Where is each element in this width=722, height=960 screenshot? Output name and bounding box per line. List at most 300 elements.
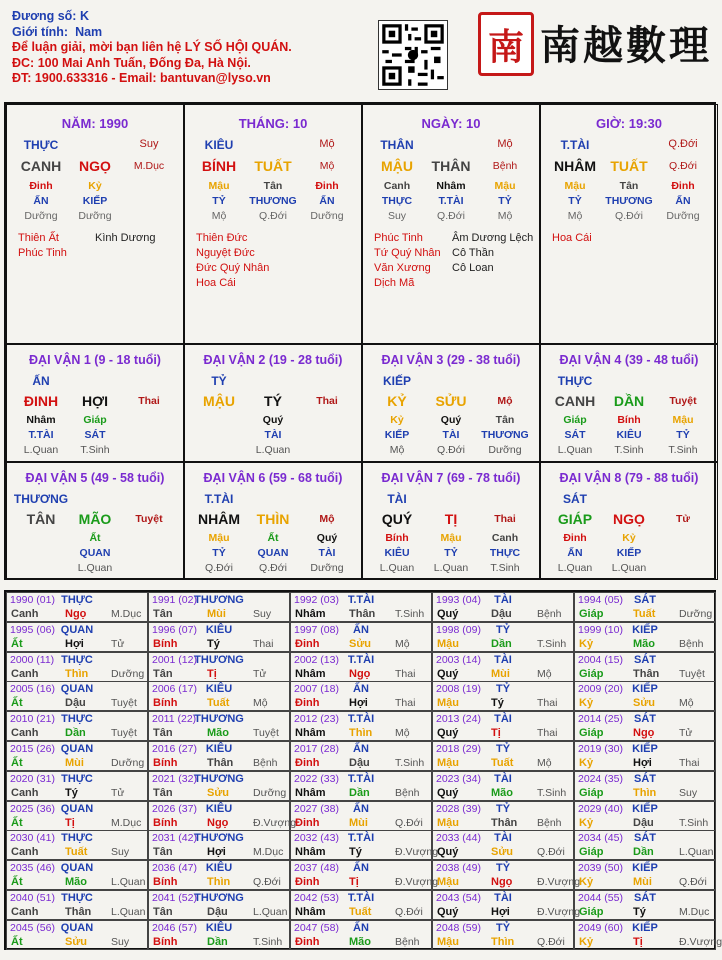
pillar-top-state: Suy [139,138,159,150]
year-state: Q.Đới [537,935,565,948]
year-state: L.Quan [679,846,714,859]
dai-van-branch: TỊ [444,511,458,527]
pillar-title: THÁNG: 10 [238,116,308,131]
hidden-stem: Kỷ [390,414,404,426]
year-branch: Thân [491,816,518,829]
pillar-title: NĂM: 1990 [61,116,129,131]
year-stem: Bính [153,697,178,710]
year-stem: Tân [153,846,173,859]
year-state: Bệnh [679,637,704,650]
year-cell [432,860,581,890]
pillar-stars-right [95,231,155,246]
dai-van-title: ĐẠI VẬN 7 (69 - 78 tuổi) [381,471,521,485]
dai-van-state: Tuyệt [135,513,163,525]
year-branch: Tý [349,846,362,859]
year-label: 2044 (55) [578,892,623,904]
star-item: Phúc Tinh [18,247,67,259]
hidden-state: T.Sinh [668,444,698,456]
star-item: Âm Dương Lệch [452,232,534,244]
year-cell [148,801,297,831]
hidden-stem: Nhâm [26,414,56,426]
year-branch: Thân [207,757,234,769]
year-branch: Mão [633,637,655,650]
year-stem: Ất [11,757,23,769]
year-state: Đ.Vượng [537,876,581,889]
year-branch: Hợi [65,637,84,650]
year-state: Thai [395,697,416,710]
year-branch: Ngọ [349,667,371,680]
year-state: L.Quan [253,906,288,918]
year-branch: Thìn [207,876,231,889]
dai-van-god: TÀI [387,492,407,506]
hidden-stem: Quý [316,532,338,544]
dai-van-title: ĐẠI VẬN 8 (79 - 88 tuổi) [559,471,699,485]
hidden-god: THƯƠNG [605,195,653,207]
year-state: M.Dục [111,608,142,620]
hidden-god: THƯƠNG [481,429,529,441]
year-state: Suy [111,935,130,948]
year-cell [290,830,439,860]
year-cell [148,622,290,652]
year-branch: Mão [207,727,229,740]
year-stem: Bính [153,816,178,829]
year-branch: Dần [207,935,228,948]
year-label: 2016 (27) [152,743,197,755]
year-god: KIÊU [205,743,233,755]
year-state: Tử [111,637,125,650]
year-cell [148,592,290,622]
year-state: Thai [537,697,558,710]
pillar-top-state: Q.Đới [668,138,698,150]
year-god: THƯƠNG [194,772,244,785]
year-cell [432,652,574,682]
hidden-god: TỶ [568,195,582,207]
dai-van-branch: TÝ [264,393,282,409]
pillar-stem: NHÂM [554,158,596,174]
year-branch: Hợi [491,906,510,918]
pillar-cell [6,104,184,344]
hidden-state: L.Quan [557,444,593,456]
year-god: T.TÀI [347,594,375,606]
hidden-stem: Canh [491,532,519,544]
year-branch: Dần [633,846,654,859]
year-god: TÀI [494,594,512,606]
dai-van-god: THỰC [557,374,593,388]
hidden-state: Q.Đới [259,562,287,574]
year-stem: Giáp [579,667,604,680]
hidden-state: Mộ [567,210,583,222]
pillar-top-state: Mộ [497,138,513,150]
year-state: Tử [679,727,693,740]
year-branch: Mão [349,935,371,948]
year-branch: Tý [65,786,78,799]
hidden-state: L.Quan [23,444,59,456]
year-label: 2030 (41) [10,832,55,845]
year-god: TÀI [494,653,512,666]
dai-van-state: Tử [675,513,691,525]
year-stem: Giáp [579,727,604,740]
dai-van-branch: MÃO [78,511,112,527]
year-god: SÁT [634,713,656,726]
hidden-state: Dưỡng [310,210,344,222]
year-state: Mộ [395,727,410,740]
hidden-god: TỶ [212,547,226,559]
year-cell [432,920,574,950]
year-branch: Thân [349,608,376,620]
year-branch: Tý [491,697,504,710]
year-god: THỰC [61,713,93,726]
dai-van-stem: ĐINH [23,393,59,409]
year-label: 2024 (35) [578,772,623,785]
year-label: 2022 (33) [294,772,339,785]
hidden-state: L.Quan [433,562,469,574]
hidden-state: L.Quan [611,562,647,574]
year-label: 2047 (58) [294,921,339,934]
year-cell [290,771,432,801]
hidden-god: KIÊU [616,429,642,441]
year-cell [574,622,716,652]
year-stem: Ất [11,816,23,829]
hidden-stem: Tân [619,180,639,192]
hidden-state: Suy [387,210,407,222]
hidden-stem: Giáp [563,414,587,426]
year-god: TỶ [495,683,511,696]
year-god: KIÊU [205,623,233,636]
year-label: 2000 (11) [10,653,55,666]
year-god: ẤN [353,683,369,696]
hidden-stem: Kỷ [622,532,636,544]
year-label: 1990 (01) [10,594,55,606]
pillar-branch: THÂN [431,158,471,174]
dai-van-title: ĐẠI VẬN 2 (19 - 28 tuổi) [203,353,343,367]
year-god: TỶ [495,802,511,815]
year-cell [432,741,574,771]
hidden-stem: Canh [383,180,411,192]
year-state: Thai [395,667,416,680]
year-god: TÀI [494,772,512,785]
qr-code-icon [378,20,448,90]
star-item: Tứ Quý Nhân [374,247,441,259]
star-item: Thiên Ất [18,232,59,244]
year-label: 2008 (19) [436,683,481,696]
year-label: 2041 (52) [152,892,197,904]
brand-logo [478,10,718,80]
year-branch: Ngọ [633,727,655,740]
year-cell [432,711,574,741]
year-state: L.Quan [111,876,146,889]
year-stem: Giáp [579,608,604,620]
year-stem: Nhâm [295,608,326,620]
hidden-god: KIẾP [384,429,410,441]
dai-van-branch: SỬU [435,393,467,409]
pillar-stars-left [552,231,592,246]
year-branch: Ngọ [491,876,513,889]
hidden-state: Dưỡng [78,210,112,222]
year-stem: Nhâm [295,727,326,740]
year-god: ẤN [353,623,369,636]
year-cell [290,681,432,711]
year-label: 2039 (50) [578,862,623,875]
year-stem: Đinh [295,876,320,889]
year-stem: Ất [11,876,23,889]
hidden-god: T.TÀI [438,195,464,207]
year-branch: Dần [349,786,370,799]
year-label: 2011 (22) [152,713,197,726]
year-cell [290,890,432,920]
year-god: KIÊU [205,802,233,815]
pillar-stars-left [374,231,441,291]
year-label: 2042 (53) [294,892,339,904]
year-cell [6,801,148,831]
hidden-stem: Đinh [671,180,695,192]
year-branch: Thìn [491,935,515,948]
year-stem: Ất [11,637,23,650]
hidden-stem: Ất [89,532,101,544]
year-cell [6,592,148,622]
gender-value: Nam [75,24,103,39]
year-label: 2028 (39) [436,802,481,815]
year-stem: Canh [11,727,39,740]
year-cell [432,622,574,652]
year-branch: Ngọ [207,816,229,829]
year-stem: Mậu [437,697,459,710]
year-cell [574,920,722,950]
year-stem: Bính [153,876,178,889]
hidden-god: ẤN [675,195,691,207]
year-branch: Sửu [207,786,230,799]
year-stem: Canh [11,667,39,680]
year-state: Tuyệt [679,667,705,680]
dai-van-cell [362,462,540,580]
hidden-stem: Giáp [83,414,107,426]
hidden-god: SÁT [564,429,586,441]
hidden-state: Mộ [497,210,513,222]
hidden-stem: Tân [263,180,283,192]
year-label: 2023 (34) [436,772,481,785]
hidden-god: THỰC [381,195,413,207]
year-god: KIẾP [632,743,658,755]
year-stem: Kỷ [579,935,594,948]
year-cell [290,592,432,622]
year-cell [148,681,290,711]
year-label: 2003 (14) [436,653,481,666]
year-label: 2020 (31) [10,772,55,785]
year-state: T.Sinh [395,608,425,620]
year-stem: Giáp [579,786,604,799]
hidden-god: ẤN [567,547,583,559]
year-god: SÁT [634,892,656,904]
year-god: QUAN [60,921,94,934]
year-label: 1991 (02) [152,594,197,606]
year-branch: Sửu [349,637,372,650]
pillar-cell [540,104,718,344]
year-state: M.Dục [253,846,284,859]
dai-van-god: T.TÀI [204,492,234,506]
brand-seal: 南 [478,12,534,76]
pillar-title: NGÀY: 10 [421,116,481,131]
year-state: T.Sinh [395,757,425,769]
year-stem: Mậu [437,935,459,948]
hidden-state: Dưỡng [488,444,522,456]
hidden-god: THỰC [489,547,521,559]
year-branch: Tý [207,637,220,650]
pillar-branch: TUẤT [254,158,292,174]
year-branch: Tý [633,906,646,918]
year-stem: Ất [11,935,23,948]
dai-van-god: ẤN [32,374,50,388]
year-god: QUAN [60,743,94,755]
dai-van-stem: TÂN [26,511,56,527]
year-branch: Mùi [207,608,226,620]
year-state: Thai [537,727,558,740]
year-god: KIẾP [632,802,658,815]
year-label: 2002 (13) [294,653,339,666]
year-label: 2012 (23) [294,713,339,726]
hidden-god: TỶ [212,195,226,207]
year-cell [574,652,716,682]
year-stem: Mậu [437,876,459,889]
hidden-state: T.Sinh [80,444,110,456]
dai-van-cell [184,462,362,580]
year-cell [290,920,432,950]
year-god: T.TÀI [347,713,375,726]
dai-van-god: KIẾP [382,374,412,388]
hidden-stem: Ất [267,532,279,544]
hidden-state: Q.Đới [259,210,287,222]
year-state: Đ.Vượng [395,876,439,889]
hidden-god: KIẾP [82,195,108,207]
pillar-stem: BÍNH [201,158,237,174]
yearly-luck-table [4,590,722,950]
year-label: 1993 (04) [436,594,481,606]
dai-van-cell [6,344,184,462]
year-label: 2019 (30) [578,743,623,755]
star-item: Văn Xương [374,262,431,274]
year-stem: Quý [437,906,459,918]
hidden-state: Dưỡng [310,562,344,574]
year-god: KIẾP [632,921,658,934]
hidden-god: TỶ [676,429,690,441]
year-state: T.Sinh [537,786,567,799]
hidden-state: Dưỡng [24,210,58,222]
hidden-state: T.Sinh [614,444,644,456]
dai-van-stem: MẬU [203,393,235,409]
year-branch: Tị [633,935,643,948]
year-stem: Giáp [579,906,604,918]
year-stem: Kỷ [579,876,594,889]
four-pillars-chart [4,102,716,580]
year-label: 2005 (16) [10,683,55,696]
year-branch: Sửu [491,846,514,859]
year-stem: Bính [153,637,178,650]
pillar-branch: NGỌ [79,158,111,174]
year-cell [432,830,574,860]
star-item: Thiên Đức [196,232,248,244]
year-label: 2036 (47) [152,862,197,875]
year-state: Đ.Vượng [395,846,439,859]
year-branch: Mùi [349,816,368,829]
year-stem: Bính [153,757,178,769]
year-label: 1999 (10) [578,623,623,636]
year-branch: Mão [65,876,87,889]
hidden-state: Q.Đới [205,562,233,574]
year-god: KIẾP [632,623,658,636]
hidden-god: ẤN [33,195,49,207]
hidden-state: Q.Đới [437,444,465,456]
year-god: ẤN [353,862,369,875]
hidden-stem: Quý [262,414,284,426]
year-cell [432,592,574,622]
year-state: Mộ [253,697,268,710]
pillar-branch: TUẤT [610,158,648,174]
year-state: Dưỡng [111,667,145,680]
year-state: Đ.Vượng [537,906,581,918]
year-state: Bệnh [537,816,562,829]
year-state: Thai [253,637,274,650]
year-label: 2004 (15) [578,653,623,666]
hidden-stem: Nhâm [436,180,466,192]
year-god: ẤN [353,743,369,755]
year-branch: Hợi [633,757,652,769]
hidden-state: Dưỡng [666,210,700,222]
year-label: 2001 (12) [152,653,197,666]
year-label: 2038 (49) [436,862,481,875]
year-cell [6,771,148,801]
pillar-branch-state: Mộ [319,160,335,172]
year-label: 1997 (08) [294,623,339,636]
year-stem: Canh [11,608,39,620]
year-cell [432,681,574,711]
dai-van-cell [540,462,718,580]
pillar-branch-state: Bệnh [492,160,518,172]
year-state: Bệnh [395,786,420,799]
chart-owner-info [12,9,292,87]
year-stem: Quý [437,667,459,680]
dai-van-stem: KỶ [387,393,407,409]
year-label: 2040 (51) [10,892,55,904]
year-label: 2037 (48) [294,862,339,875]
year-cell [6,920,148,950]
hidden-state: Mộ [389,444,405,456]
pillar-stars-left [18,231,67,261]
dai-van-cell [6,462,184,580]
year-stem: Tân [153,667,173,680]
year-cell [432,801,574,831]
hidden-stem: Mậu [494,180,516,192]
year-cell [574,801,716,831]
hidden-god: KIẾP [616,547,642,559]
hidden-god: TỶ [498,195,512,207]
year-state: T.Sinh [253,935,283,948]
year-branch: Mùi [65,757,84,769]
year-stem: Nhâm [295,846,326,859]
owner-label: Đương số: [12,9,77,23]
dai-van-title: ĐẠI VẬN 6 (59 - 68 tuổi) [203,471,343,485]
year-cell [290,622,432,652]
star-item: Đức Quý Nhân [196,262,270,274]
year-state: Q.Đới [537,846,565,859]
year-god: ẤN [353,802,369,815]
pillar-top-god: THỰC [23,138,59,152]
year-label: 2029 (40) [578,802,623,815]
year-god: KIÊU [205,921,233,934]
year-stem: Đinh [295,816,320,829]
year-branch: Thân [65,906,92,918]
year-state: Bệnh [395,935,420,948]
year-cell [148,771,290,801]
year-cell [6,622,148,652]
pillar-top-god: T.TÀI [560,138,590,152]
